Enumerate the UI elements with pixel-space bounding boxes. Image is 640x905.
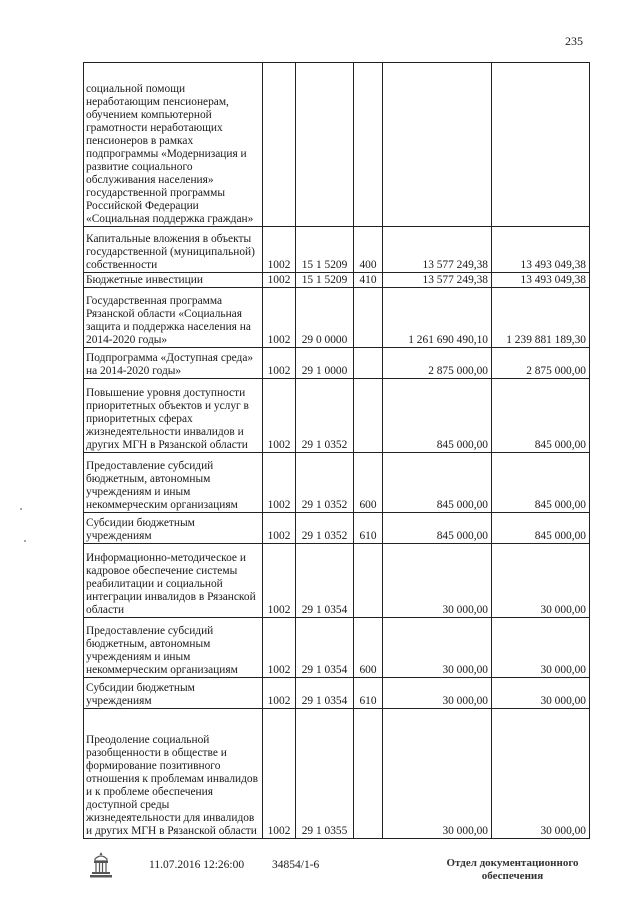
print-datetime: 11.07.2016 12:26:00: [149, 859, 245, 871]
amount-2017: 2 875 000,00: [492, 348, 590, 379]
row-description: Предоставление субсидий бюджетным, автономным учреждениям и иным некоммерческим организациям: [84, 453, 263, 513]
table-row: [84, 273, 590, 288]
section-code: 1002: [263, 379, 296, 453]
amount-2017: [492, 63, 590, 227]
target-article-code: 29 1 0354: [296, 618, 354, 678]
section-code: 1002: [263, 678, 296, 709]
amount-2017: 13 493 049,38: [492, 227, 590, 273]
amount-2016: 845 000,00: [383, 453, 492, 513]
expense-type-code: [354, 288, 383, 348]
amount-2016: 2 875 000,00: [383, 348, 492, 379]
target-article-code: [296, 63, 354, 227]
table-row: [84, 288, 590, 348]
section-code: [263, 63, 296, 227]
amount-2017: 845 000,00: [492, 453, 590, 513]
row-description: Бюджетные инвестиции: [84, 273, 263, 288]
section-code: 1002: [263, 273, 296, 288]
section-code: 1002: [263, 288, 296, 348]
amount-2017: 30 000,00: [492, 618, 590, 678]
section-code: 1002: [263, 513, 296, 544]
amount-2017: 845 000,00: [492, 379, 590, 453]
table-row: [84, 618, 590, 678]
table-row: [84, 227, 590, 273]
amount-2016: 13 577 249,38: [383, 227, 492, 273]
table-row: [84, 348, 590, 379]
section-code: 1002: [263, 544, 296, 618]
row-description: Подпрограмма «Доступная среда» на 2014-2020 годы»: [84, 348, 263, 379]
expense-type-code: 600: [354, 618, 383, 678]
coat-of-arms-icon: [86, 850, 116, 880]
row-description: Повышение уровня доступности приоритетных объектов и услуг в приоритетных сферах жизнедеятельности инвалидов и других МГН в Рязанской области: [84, 379, 263, 453]
amount-2016: 13 577 249,38: [383, 273, 492, 288]
table-row: [84, 709, 590, 839]
budget-table: [83, 62, 590, 839]
amount-2017: 30 000,00: [492, 709, 590, 839]
amount-2016: 30 000,00: [383, 544, 492, 618]
amount-2016: 845 000,00: [383, 379, 492, 453]
target-article-code: 29 1 0352: [296, 513, 354, 544]
target-article-code: 29 1 0000: [296, 348, 354, 379]
expense-type-code: 600: [354, 453, 383, 513]
row-description: Субсидии бюджетным учреждениям: [84, 678, 263, 709]
amount-2017: 1 239 881 189,30: [492, 288, 590, 348]
document-number: 34854/1-6: [272, 859, 320, 871]
amount-2017: 30 000,00: [492, 544, 590, 618]
scan-dot: [20, 508, 22, 510]
target-article-code: 29 1 0355: [296, 709, 354, 839]
section-code: 1002: [263, 453, 296, 513]
expense-type-code: [354, 709, 383, 839]
table-row: [84, 513, 590, 544]
row-description: Предоставление субсидий бюджетным, автономным учреждениям и иным некоммерческим организациям: [84, 618, 263, 678]
row-description: Субсидии бюджетным учреждениям: [84, 513, 263, 544]
row-description: Государственная программа Рязанской области «Социальная защита и поддержка населения на 2014-2020 годы»: [84, 288, 263, 348]
target-article-code: 29 1 0354: [296, 678, 354, 709]
expense-type-code: 610: [354, 513, 383, 544]
target-article-code: 15 1 5209: [296, 227, 354, 273]
section-code: 1002: [263, 348, 296, 379]
amount-2016: 30 000,00: [383, 678, 492, 709]
department-name: Отдел документационного обеспечения: [446, 857, 579, 882]
table-row: [84, 544, 590, 618]
row-description: Преодоление социальной разобщенности в обществе и формирование позитивного отношения к проблемам инвалидов и к проблеме обеспечения доступной среды жизнедеятельности для инвалидов и других МГН в Рязанской области: [84, 709, 263, 839]
row-description: социальной помощи неработающим пенсионерам, обучением компьютерной грамотности неработающих пенсионеров в рамках подпрограммы «Модернизация и развитие социального обслуживания населения» государственной программы Российской Федерации «Социальная поддержка граждан»: [84, 63, 263, 227]
expense-type-code: [354, 63, 383, 227]
scan-dot: [24, 540, 26, 542]
expense-type-code: 400: [354, 227, 383, 273]
table-row: [84, 678, 590, 709]
row-description: Капитальные вложения в объекты государственной (муниципальной) собственности: [84, 227, 263, 273]
page-number: 235: [565, 34, 583, 48]
expense-type-code: [354, 544, 383, 618]
amount-2016: 1 261 690 490,10: [383, 288, 492, 348]
expense-type-code: [354, 379, 383, 453]
expense-type-code: 610: [354, 678, 383, 709]
target-article-code: 15 1 5209: [296, 273, 354, 288]
table-row: [84, 379, 590, 453]
table-row: [84, 453, 590, 513]
expense-type-code: 410: [354, 273, 383, 288]
section-code: 1002: [263, 618, 296, 678]
amount-2016: [383, 63, 492, 227]
amount-2016: 30 000,00: [383, 618, 492, 678]
amount-2017: 30 000,00: [492, 678, 590, 709]
target-article-code: 29 0 0000: [296, 288, 354, 348]
row-description: Информационно-методическое и кадровое обеспечение системы реабилитации и социальной интеграции инвалидов в Рязанской области: [84, 544, 263, 618]
amount-2016: 30 000,00: [383, 709, 492, 839]
amount-2016: 845 000,00: [383, 513, 492, 544]
target-article-code: 29 1 0352: [296, 379, 354, 453]
amount-2017: 845 000,00: [492, 513, 590, 544]
amount-2017: 13 493 049,38: [492, 273, 590, 288]
table-row: [84, 63, 590, 227]
expense-type-code: [354, 348, 383, 379]
target-article-code: 29 1 0352: [296, 453, 354, 513]
target-article-code: 29 1 0354: [296, 544, 354, 618]
section-code: 1002: [263, 709, 296, 839]
section-code: 1002: [263, 227, 296, 273]
